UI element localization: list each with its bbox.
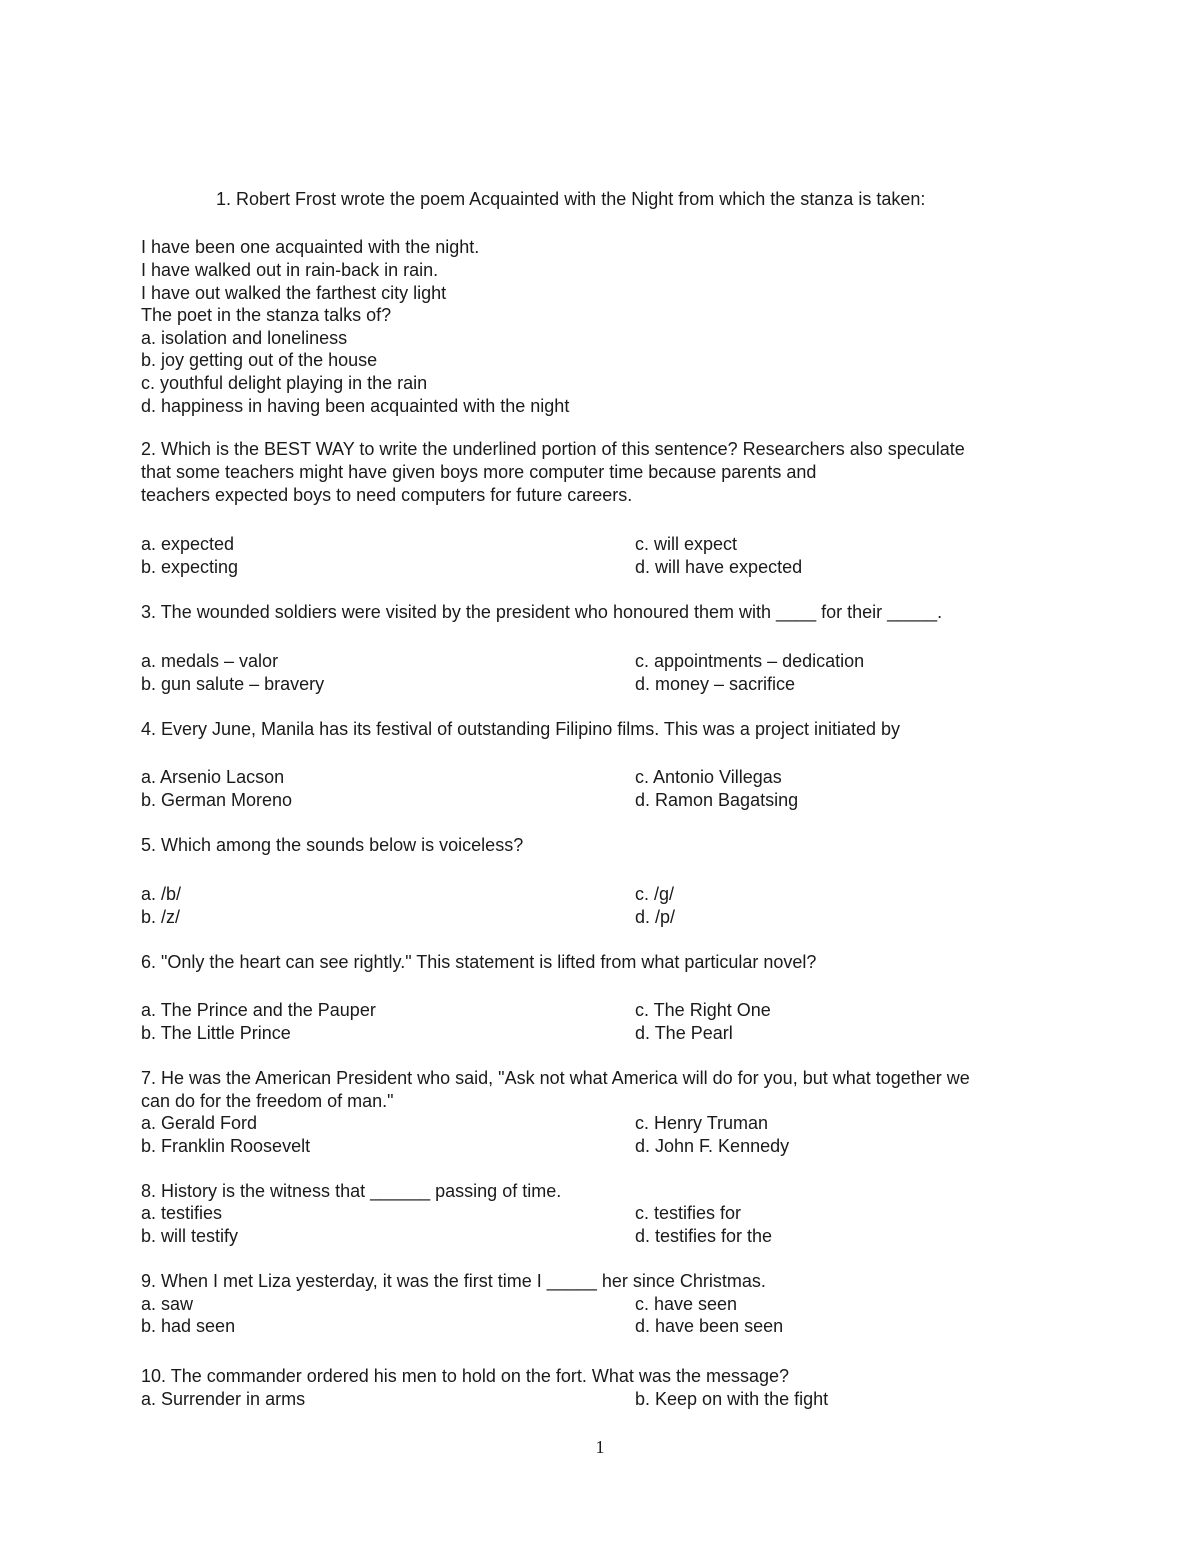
q5-option-b: b. /z/ (141, 907, 181, 927)
q1-prompt: The poet in the stanza talks of? (141, 305, 392, 325)
q4-question: 4. Every June, Manila has its festival of outstanding Filipino films. This was a project initiated by (141, 719, 901, 739)
q7-option-c: c. Henry Truman (635, 1113, 769, 1133)
q6-option-b: b. The Little Prince (141, 1023, 291, 1043)
q1-stanza-line-3: I have out walked the farthest city light (141, 283, 447, 303)
q7-question-line-2: can do for the freedom of man." (141, 1091, 394, 1111)
q1-option-b: b. joy getting out of the house (141, 350, 378, 370)
q9-option-c: c. have seen (635, 1294, 738, 1314)
q1-stanza-line-2: I have walked out in rain-back in rain. (141, 260, 439, 280)
q1-option-d: d. happiness in having been acquainted with the night (141, 396, 570, 416)
q7-option-b: b. Franklin Roosevelt (141, 1136, 311, 1156)
q10-question: 10. The commander ordered his men to hold on the fort. What was the message? (141, 1366, 790, 1386)
q9-question: 9. When I met Liza yesterday, it was the first time I _____ her since Christmas. (141, 1271, 766, 1291)
q2-question-line-3: teachers expected boys to need computers for future careers. (141, 485, 633, 505)
q4-option-d: d. Ramon Bagatsing (635, 790, 799, 810)
q3-question: 3. The wounded soldiers were visited by the president who honoured them with ____ for their _____. (141, 602, 943, 622)
q7-option-a: a. Gerald Ford (141, 1113, 258, 1133)
q1-option-a: a. isolation and loneliness (141, 328, 348, 348)
q9-option-b: b. had seen (141, 1316, 236, 1336)
q2-question-line-2: that some teachers might have given boys more computer time because parents and (141, 462, 817, 482)
q6-option-c: c. The Right One (635, 1000, 771, 1020)
q8-option-b: b. will testify (141, 1226, 239, 1246)
q10-option-a: a. Surrender in arms (141, 1389, 306, 1409)
q4-option-a: a. Arsenio Lacson (141, 767, 285, 787)
page-number: 1 (595, 1437, 605, 1457)
q1-question: 1. Robert Frost wrote the poem Acquainted with the Night from which the stanza is taken: (216, 189, 926, 209)
q5-option-c: c. /g/ (635, 884, 675, 904)
q8-option-c: c. testifies for (635, 1203, 742, 1223)
q3-option-c: c. appointments – dedication (635, 651, 865, 671)
q6-question: 6. "Only the heart can see rightly." This statement is lifted from what particular novel? (141, 952, 817, 972)
q9-option-a: a. saw (141, 1294, 194, 1314)
q5-option-a: a. /b/ (141, 884, 182, 904)
q3-option-b: b. gun salute – bravery (141, 674, 325, 694)
q8-option-d: d. testifies for the (635, 1226, 773, 1246)
q2-option-a: a. expected (141, 534, 235, 554)
q2-question-line-1: 2. Which is the BEST WAY to write the underlined portion of this sentence? Researchers also speculate (141, 439, 965, 459)
q5-option-d: d. /p/ (635, 907, 676, 927)
q6-option-a: a. The Prince and the Pauper (141, 1000, 376, 1020)
q3-option-a: a. medals – valor (141, 651, 279, 671)
q1-option-c: c. youthful delight playing in the rain (141, 373, 428, 393)
q7-option-d: d. John F. Kennedy (635, 1136, 790, 1156)
q4-option-b: b. German Moreno (141, 790, 293, 810)
q8-option-a: a. testifies (141, 1203, 223, 1223)
q2-option-c: c. will expect (635, 534, 738, 554)
q10-option-b: b. Keep on with the fight (635, 1389, 829, 1409)
q8-question: 8. History is the witness that ______ passing of time. (141, 1181, 562, 1201)
q2-option-d: d. will have expected (635, 557, 803, 577)
q3-option-d: d. money – sacrifice (635, 674, 796, 694)
q9-option-d: d. have been seen (635, 1316, 784, 1336)
q6-option-d: d. The Pearl (635, 1023, 733, 1043)
q7-question-line-1: 7. He was the American President who said, "Ask not what America will do for you, but what together we (141, 1068, 970, 1088)
q1-stanza-line-1: I have been one acquainted with the night. (141, 237, 480, 257)
q4-option-c: c. Antonio Villegas (635, 767, 782, 787)
q5-question: 5. Which among the sounds below is voiceless? (141, 835, 524, 855)
q2-option-b: b. expecting (141, 557, 239, 577)
